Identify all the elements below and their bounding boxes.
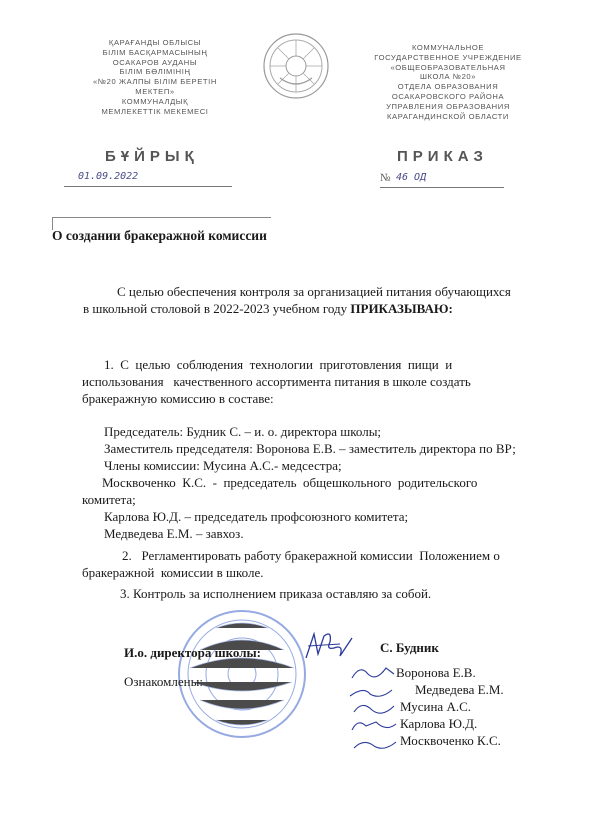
item-2-line: бракеражной комиссии в школе.	[82, 565, 264, 580]
header-left	[60, 38, 250, 116]
header-right	[348, 43, 548, 121]
header-left-line: ОСАКАРОВ АУДАНЫ	[112, 57, 198, 67]
subject: О создании бракеражной комиссии	[52, 228, 267, 243]
header-left-line: КОММУНАЛДЫҚ	[121, 96, 189, 106]
member-line: Медведева Е.М. – завхоз.	[104, 526, 244, 541]
date-field	[64, 170, 232, 187]
item-1-line: 1. С целью соблюдения технологии приготовления пищи и	[104, 357, 453, 372]
date-value: 01.09.2022	[78, 171, 139, 182]
member-line: Карлова Ю.Д. – председатель профсоюзного комитета;	[104, 509, 409, 524]
member-line: Председатель: Будник С. – и. о. директора школы;	[104, 424, 382, 439]
header-left-line: БІЛІМ БӨЛІМІНІҢ	[119, 67, 191, 77]
header-left-line: «№20 ЖАЛПЫ БІЛІМ БЕРЕТІН	[93, 77, 217, 87]
member-line: Члены комиссии: Мусина А.С.- медсестра;	[104, 458, 342, 473]
acquainted-name: Москвоченко К.С.	[400, 733, 501, 748]
header-right-line: ШКОЛА №20»	[419, 72, 477, 82]
acquaintance-signatures-icon	[346, 660, 402, 756]
item-3: 3. Контроль за исполнением приказа оставляю за собой.	[120, 586, 432, 601]
header-right-line: «ОБЩЕОБРАЗОВАТЕЛЬНАЯ	[390, 62, 506, 72]
acquainted-name: Карлова Ю.Д.	[400, 716, 478, 731]
intro-order: ПРИКАЗЫВАЮ:	[350, 301, 453, 316]
item-2	[82, 547, 556, 581]
header-right-line: ГОСУДАРСТВЕННОЕ УЧРЕЖДЕНИЕ	[374, 52, 522, 62]
signer-name: С. Будник	[380, 640, 439, 655]
member-line: комитета;	[82, 492, 136, 507]
number-prefix: №	[380, 172, 391, 184]
header-left-line: ҚАРАҒАНДЫ ОБЛЫСЫ	[108, 38, 202, 47]
item-1	[82, 356, 556, 407]
acquainted-label: Ознакомлены:	[124, 674, 203, 689]
header-right-line: КАРАГАНДИНСКОЙ ОБЛАСТИ	[387, 111, 509, 121]
order-kz: БҰЙРЫҚ	[105, 148, 199, 165]
intro-line: в школьной столовой в 2022-2023 учебном году	[83, 301, 348, 316]
signer-title: И.о. директора школы:	[124, 645, 262, 660]
header-right-line: УПРАВЛЕНИЯ ОБРАЗОВАНИЯ	[386, 101, 510, 111]
header-left-line: БІЛІМ БАСҚАРМАСЫНЫҢ	[102, 47, 208, 57]
header-left-line: МЕМЛЕКЕТТІК МЕКЕМЕСІ	[101, 106, 209, 116]
acquainted-name: Воронова Е.В.	[396, 665, 476, 680]
item-1-line: использования качественного ассортимента питания в школе создать	[82, 374, 471, 389]
item-2-line: 2. Регламентировать работу бракеражной комиссии Положением о	[122, 548, 500, 563]
number-value: 46 ОД	[396, 172, 427, 183]
member-line: Заместитель председателя: Воронова Е.В. – заместитель директора по ВР;	[104, 441, 516, 456]
number-field	[380, 172, 504, 188]
intro	[60, 283, 550, 317]
header-right-line: ОТДЕЛА ОБРАЗОВАНИЯ	[397, 82, 499, 92]
order-ru: ПРИКАЗ	[397, 148, 488, 165]
intro-line: С целью обеспечения контроля за организацией питания обучающихся	[117, 284, 511, 299]
header-left-line: МЕКТЕП»	[135, 86, 175, 96]
member-line: Москвоченко К.С. - председатель общешкольного родительского	[102, 475, 478, 490]
intro-line-2	[60, 300, 550, 317]
header-right-line: КОММУНАЛЬНОЕ	[411, 43, 485, 52]
acquainted-list	[396, 664, 504, 749]
members-list	[82, 423, 554, 542]
acquainted-name: Медведева Е.М.	[415, 682, 504, 697]
header-right-line: ОСАКАРОВСКОГО РАЙОНА	[391, 91, 505, 101]
acquainted-name: Мусина А.С.	[400, 699, 471, 714]
state-emblem-icon	[262, 32, 330, 100]
item-1-line: бракеражную комиссию в составе:	[82, 391, 274, 406]
